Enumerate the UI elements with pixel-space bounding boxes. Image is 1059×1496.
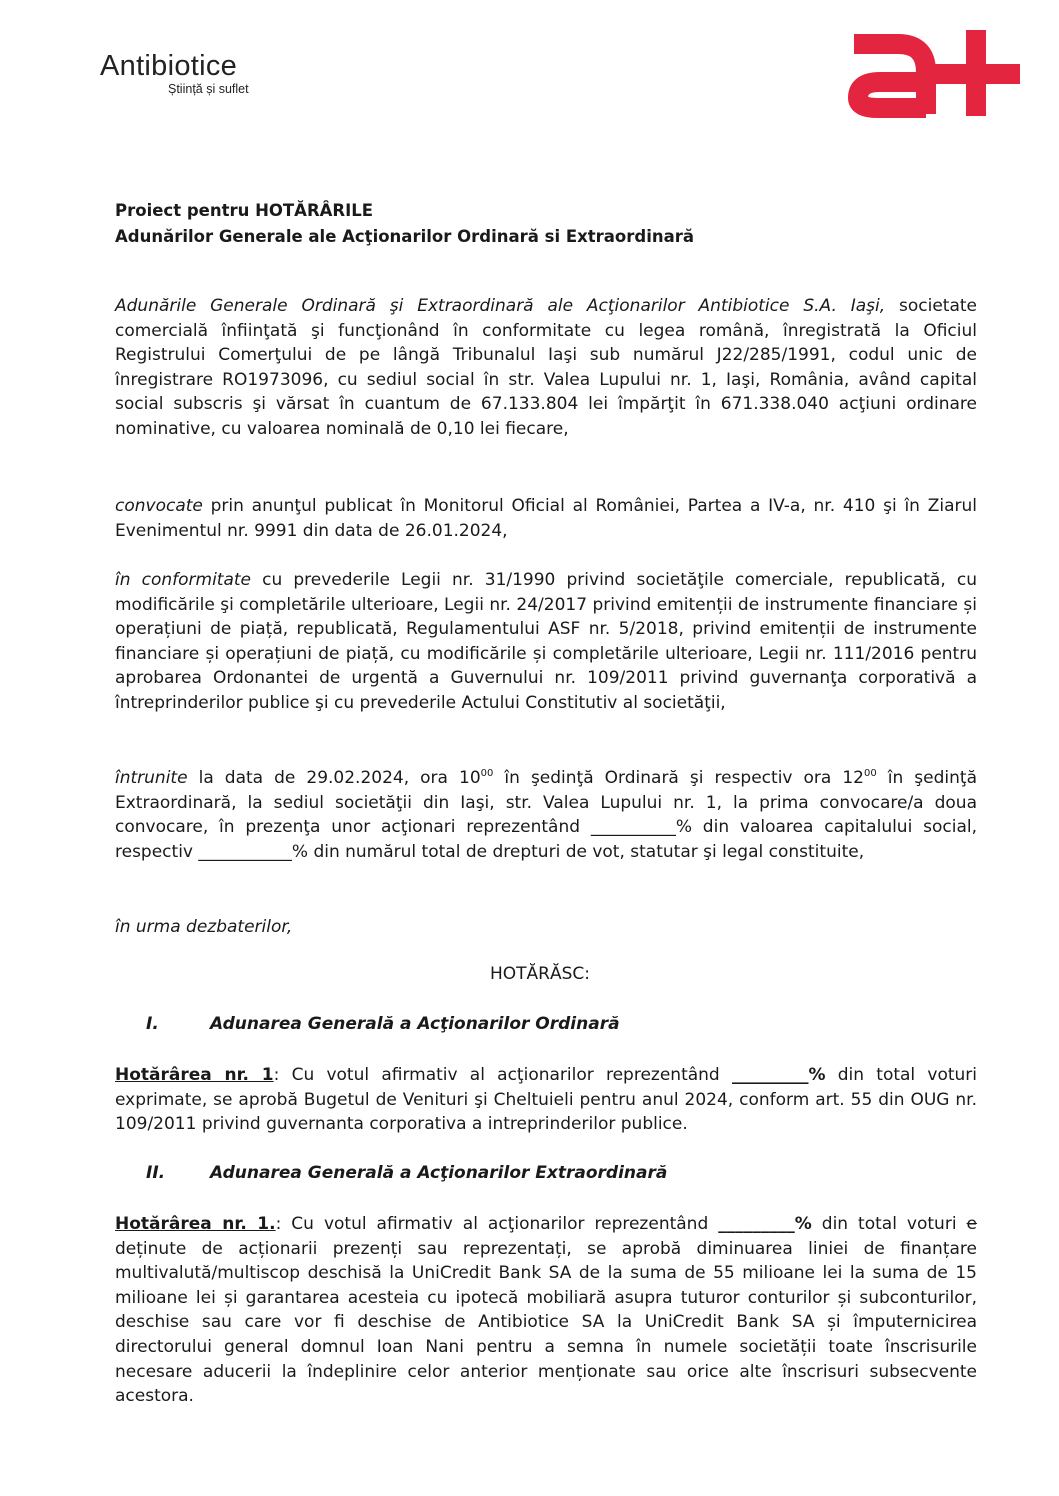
resolution-1-text-a: : Cu votul afirmativ al acţionarilor reprezentând [273, 1065, 732, 1085]
section-2-title: Adunarea Generală a Acţionarilor Extraordinară [210, 1163, 668, 1183]
brand-logo [100, 50, 249, 96]
document-title [115, 198, 694, 250]
convocate-text: prin anunţul publicat în Monitorul Oficial al României, Partea a IV-a, nr. 410 şi în Ziarul Evenimentul nr. 9991 din data de 26.01.2024, [115, 496, 977, 541]
resolution-1-blank: _________% [731, 1065, 826, 1085]
hotarasc-heading: HOTĂRĂSC: [490, 964, 591, 984]
resolution-2-text-b: din total voturi [811, 1214, 967, 1234]
dezbateri-line: în urma dezbaterilor, [115, 917, 293, 937]
brand-tagline: Știință și suflet [168, 82, 249, 96]
title-line-2: Adunărilor Generale ale Acţionarilor Ordinară si Extraordinară [115, 227, 695, 246]
convocate-paragraph [115, 494, 977, 543]
resolution-1-label: Hotărârea nr. 1 [115, 1065, 274, 1085]
brand-name: Antibiotice [100, 50, 238, 82]
section-1-heading [146, 1014, 620, 1034]
conformitate-lead: în conformitate [115, 570, 252, 590]
intrunite-text-1: la data de 29.02.2024, ora 10 [187, 768, 481, 788]
resolution-2-label: Hotărârea nr. 1. [115, 1214, 276, 1234]
title-line-1: Proiect pentru HOTĂRÂRILE [115, 201, 374, 220]
intro-text: societate comercială înfiinţată şi funcţionând în conformitate cu legea română, înregistrată la Oficiul Registrului Comerţului de pe lângă Tribunalul Iaşi sub numărul J22/285/1991, codul unic de înregistrare RO1973096, cu sediul social în str. Valea Lupului nr. 1, Iaşi, România, având capital social subscris şi vărsat în cuantum de 67.133.804 lei împărţit în 671.338.040 acţiuni ordinare nominative, cu valoarea nominală de 0,10 lei fiecare, [115, 296, 977, 439]
intrunite-sup-1: 00 [480, 768, 494, 779]
convocate-lead: convocate [115, 496, 203, 516]
conformitate-text: cu prevederile Legii nr. 31/1990 privind societăţile comerciale, republicată, cu modificările şi completările ulterioare, Legii nr. 24/2017 privind emitenții de instrumente financiare și operațiuni de piață, republicată, Regulamentului ASF nr. 5/2018, privind emitenții de instrumente financiare și operațiuni de piață, cu modificările și completările ulterioare, Legii nr. 111/2016 pentru aprobarea Ordonantei de urgentă a Guvernului nr. 109/2011 privind guvernanţa corporativă a întreprinderilor publice şi cu prevederile Actului Constitutiv al societăţii, [115, 570, 977, 713]
conformitate-paragraph [115, 568, 977, 716]
resolution-2-text-a: : Cu votul afirmativ al acţionarilor reprezentând [275, 1214, 719, 1234]
section-2-resolution [115, 1212, 977, 1409]
section-1-title: Adunarea Generală a Acţionarilor Ordinară [210, 1014, 620, 1034]
section-1-number: I. [146, 1014, 159, 1034]
resolution-2-blank: _________% [718, 1214, 812, 1234]
intro-paragraph [115, 294, 977, 442]
section-2-heading [146, 1163, 667, 1183]
intrunite-paragraph [115, 766, 977, 864]
intrunite-text-3: în şedinţă Extraordinară, la sediul societăţii din Iaşi, str. Valea Lupului nr. 1, la prima convocare/a doua convocare, în prezenţa unor acţionari reprezentând __________% din valoarea capitalului social, respectiv ___________% din numărul total de drepturi de vot, statutar şi legal constituite, [115, 768, 977, 862]
intrunite-text-2: în şedinţă Ordinară şi respectiv ora 12 [493, 768, 864, 788]
resolution-2-text-c: deținute de acționarii prezenți sau reprezentați, se aprobă diminuarea liniei de finanțare multivalută/multiscop deschisă la UniCredit Bank SA de la suma de 55 milioane lei la suma de 15 milioane lei și garantarea acesteia cu ipotecă mobiliară asupra tuturor conturilor și subconturilor, deschise sau care vor fi deschise de Antibiotice SA la UniCredit Bank SA și împuternicirea directorului general domnul Ioan Nani pentru a semna în numele societății toate înscrisurile necesare aducerii la îndeplinire celor anterior menționate sau orice alte înscrisuri subsecvente acestora. [115, 1238, 977, 1407]
section-1-resolution [115, 1063, 977, 1137]
intrunite-lead: întrunite [115, 768, 188, 788]
resolution-1-text-b: din total voturi exprimate, se aprobă Bugetul de Venituri şi Cheltuieli pentru anul 2024, conform art. 55 din OUG nr. 109/2011 privind guvernanta corporativa a intreprinderilor publice. [115, 1065, 977, 1135]
resolution-2-strike: e [966, 1214, 978, 1234]
intro-lead: Adunările Generale Ordinară şi Extraordinară ale Acţionarilor Antibiotice S.A. Iaşi, [115, 296, 886, 316]
section-2-number: II. [146, 1163, 166, 1183]
intrunite-sup-2: 00 [864, 768, 877, 779]
a-plus-logo-icon [844, 16, 1026, 118]
